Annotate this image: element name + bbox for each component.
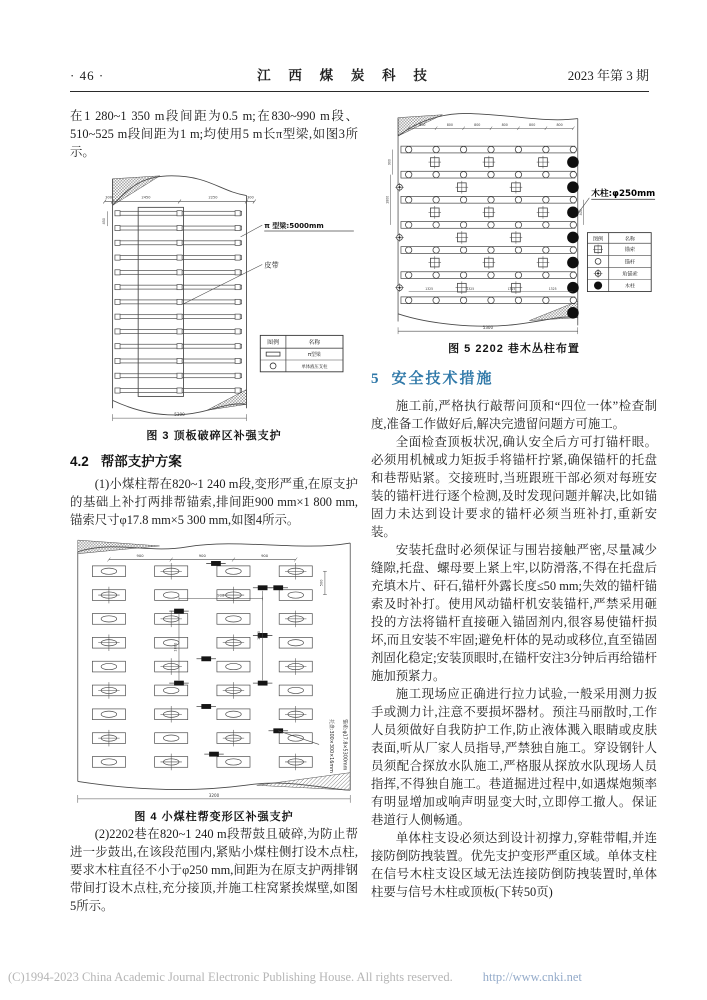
prop-point (177, 211, 182, 216)
prop-point (115, 299, 120, 304)
cnki-url-link[interactable]: http://www.cnki.net (482, 970, 582, 984)
rock-bolt (433, 146, 439, 152)
bolt-plate (279, 637, 312, 648)
prop-point (235, 358, 240, 363)
issue-info: 2023 年第 3 期 (567, 68, 649, 83)
angle-cable-dot (398, 236, 400, 238)
legend-header: 名称 (308, 340, 321, 347)
legend-name: 木柱 (624, 283, 636, 290)
prop-point (177, 240, 182, 245)
rock-bolt (543, 247, 549, 253)
rock-bolt (488, 197, 494, 203)
bolt-head (101, 711, 117, 717)
rock-hatch (78, 540, 160, 554)
paragraph-safety-5: 单体柱支设必须达到设计初撑力,穿鞋带帽,并连接防倒防拽装置。优先支护变形严重区域。单体支柱在信号木柱支设区域无法连接防倒防拽装置时,单体柱要与信号木柱或顶板(下转50页) (371, 831, 657, 899)
legend-header: 名称 (624, 236, 635, 243)
prop-point (177, 358, 182, 363)
right-column (371, 107, 657, 915)
dim-label: 1325 (466, 286, 475, 291)
bolt-head (101, 663, 117, 669)
figure-5 (371, 107, 657, 356)
bolt-plate (217, 566, 250, 577)
prop-point (177, 388, 182, 393)
prop-point (177, 344, 182, 349)
new-cable-marker (201, 656, 211, 661)
dim-label: 900 (136, 554, 144, 559)
bolt-head (226, 568, 242, 574)
dim-label: 1325 (548, 286, 557, 291)
dim-label: 900 (198, 554, 206, 559)
rock-bolt (543, 222, 549, 228)
legend-name: 锚索 (624, 247, 636, 254)
bolt-plate (92, 661, 125, 672)
prop-point (235, 299, 240, 304)
page-number: · 46 · (70, 68, 105, 83)
figure5-caption: 图 5 2202 巷木丛柱布置 (448, 343, 580, 355)
wood-post (567, 207, 579, 219)
dim-label: 800 (446, 123, 453, 128)
dim-label: 1800 (385, 195, 390, 204)
rock-bolt (405, 197, 411, 203)
bolt-plate (92, 566, 125, 577)
dim-label: 900 (387, 159, 392, 166)
new-cable-marker (258, 585, 268, 590)
new-cable-marker (209, 752, 219, 757)
belt-label: 皮带 (264, 260, 279, 270)
dim-label: 1325 (425, 286, 434, 291)
pi-beam-label: π 型梁:5000mm (264, 221, 324, 231)
figure5-diagram (371, 107, 657, 337)
dim-label: 800 (556, 123, 563, 128)
rock-bolt (405, 146, 411, 152)
legend-name: 锚杆 (624, 259, 636, 266)
rock-bolt (488, 272, 494, 278)
bolt-plate (92, 757, 125, 768)
dim-label: 2250 (208, 195, 218, 200)
figure3-caption: 图 3 顶板破碎区补强支护 (146, 430, 282, 442)
header-rule (70, 91, 649, 92)
legend-name: 角锚索 (622, 271, 638, 278)
rock-bolt (570, 171, 576, 177)
rock-bolt (515, 297, 521, 303)
dim-label: 3200 (208, 792, 220, 798)
bolt-plate (217, 709, 250, 720)
dim-label: 500 (319, 579, 324, 587)
left-column (70, 107, 358, 915)
wood-post (567, 156, 579, 168)
dim-label: 900 (217, 593, 225, 598)
dim-label: 400 (578, 209, 583, 216)
rock-bolt (488, 222, 494, 228)
prop-point (115, 388, 120, 393)
dim-label: 1325 (507, 286, 516, 291)
prop-point (115, 240, 120, 245)
prop-point (177, 225, 182, 230)
paragraph-safety-2: 全面检查顶板状况,确认安全后方可打锚杆眼。必须用机械或力矩扳手将锚杆拧紧,确保锚杆的托盘和巷帮贴紧。交接班时,当班跟班干部必须对每班安装的锚杆进行逐个检测,及时发现问题并解决,比如锚固力未达到设计要求的锚杆必须当班补打,重新安装。 (371, 435, 657, 539)
bolt-head (226, 663, 242, 669)
section-number: 5 (371, 371, 379, 387)
rock-bolt (433, 247, 439, 253)
dim-label: 800 (529, 123, 536, 128)
prop-point (115, 373, 120, 378)
bolt-plate (155, 733, 188, 744)
rock-bolt (460, 171, 466, 177)
prop-point (115, 270, 120, 275)
dim-label: 800 (419, 123, 426, 128)
new-cable-marker (201, 704, 211, 709)
rock-bolt (460, 197, 466, 203)
rock-bolt (515, 146, 521, 152)
rock-bolt (460, 247, 466, 253)
bolt-plate (155, 637, 188, 648)
two-column-body (70, 107, 657, 915)
rock-bolt (543, 297, 549, 303)
dim-label: 800 (501, 123, 508, 128)
new-cable-marker (273, 585, 283, 590)
figure3-diagram (71, 166, 357, 424)
dim-label: 900 (261, 554, 269, 559)
angle-cable-dot (398, 186, 400, 188)
journal-title: 江 西 煤 炭 科 技 (257, 68, 434, 83)
prop-point (115, 314, 120, 319)
dim-label: 300 (247, 195, 254, 200)
dim-label: 5300 (482, 325, 494, 331)
bolt-head (288, 592, 304, 598)
dim-label: 1800 (173, 642, 178, 652)
legend-symbol-wood-post (594, 281, 602, 289)
prop-point (177, 299, 182, 304)
rock-bolt (405, 297, 411, 303)
new-cable-marker (174, 681, 184, 686)
rock-bolt (488, 146, 494, 152)
rock-bolt (433, 197, 439, 203)
bolt-plate (155, 685, 188, 696)
rock-bolt (515, 247, 521, 253)
dim-label: 300 (105, 195, 113, 200)
wood-post (567, 232, 579, 244)
new-cable-marker (174, 609, 184, 614)
rock-bolt (570, 222, 576, 228)
bolt-head (288, 735, 304, 741)
rock-bolt (460, 146, 466, 152)
prop-point (235, 344, 240, 349)
paragraph-safety-1: 施工前,严格执行敲帮问顶和“四位一体”检查制度,准备工作做好后,解决完遗留问题方可施工。 (371, 399, 657, 431)
figure4-diagram (70, 534, 358, 805)
section-title: 帮部支护方案 (100, 454, 182, 469)
bolt-plate (155, 590, 188, 601)
rock-bolt (543, 146, 549, 152)
rock-bolt (543, 197, 549, 203)
bolt-plate (279, 733, 312, 744)
rock-bolt (488, 171, 494, 177)
rock-bolt (405, 247, 411, 253)
section-heading-5 (371, 367, 657, 388)
rock-hatch (257, 773, 350, 791)
wood-post (567, 307, 579, 319)
rock-hatch (113, 176, 160, 206)
prop-point (235, 329, 240, 334)
prop-point (235, 314, 240, 319)
page-header (70, 64, 649, 84)
prop-point (177, 373, 182, 378)
legend-name: π型梁 (308, 352, 321, 359)
prop-point (115, 358, 120, 363)
bolt-head (101, 759, 117, 765)
section-title: 安全技术措施 (391, 371, 494, 387)
rock-bolt (570, 272, 576, 278)
figure-3 (70, 166, 358, 443)
prop-point (177, 270, 182, 275)
prop-point (235, 225, 240, 230)
dim-label: 2450 (141, 195, 151, 200)
rock-bolt (570, 146, 576, 152)
new-cable-marker (211, 561, 221, 566)
bolt-plate (92, 614, 125, 625)
bolt-plate (217, 661, 250, 672)
rock-bolt (433, 272, 439, 278)
paragraph-1: (1)小煤柱帮在820~1 240 m段,变形严重,在原支护的基础上补打两排帮锚索,排间距900 mm×1 800 mm,锚索尺寸φ17.8 mm×5 300 mm,如图4所示。 (70, 477, 358, 527)
prop-point (115, 255, 120, 260)
rock-bolt (515, 197, 521, 203)
legend-symbol-angle-dot (597, 272, 599, 274)
bolt-plate (92, 709, 125, 720)
figure-4 (70, 534, 358, 824)
rock-bolt (570, 197, 576, 203)
rock-bolt (405, 222, 411, 228)
legend-name: 单体液压支柱 (301, 364, 328, 370)
prop-point (115, 329, 120, 334)
prop-point (235, 211, 240, 216)
bolt-head (226, 616, 242, 622)
bolt-head (163, 592, 179, 598)
rock-bolt (543, 171, 549, 177)
plate-spec-label: 托盘:300×300×16mm (327, 719, 334, 773)
rock-bolt (433, 222, 439, 228)
bolt-head (163, 687, 179, 693)
legend-header: 图例 (593, 236, 604, 243)
prop-point (177, 314, 182, 319)
prop-point (235, 388, 240, 393)
paragraph-safety-3: 安装托盘时必须保证与围岩接触严密,尽量减少缝隙,托盘、螺母要上紧上牢,以防滑落,不得在托盘后充填木片、矸石,锚杆外露长度≤50 mm;失效的锚杆锚索及时补打。使用风动锚杆机安装锚杆,严禁采用砸投的方法将锚杆直接砸入锚固剂内,很容易使锚杆损坏,而且安装不牢固;避免杆体的晃动或移位,直至锚固剂固化稳定;安装顶眼时,在锚杆安注3分钟后再给锚杆施加预紧力。 (371, 543, 657, 683)
rock-bolt (433, 297, 439, 303)
new-cable-marker (258, 681, 268, 686)
bolt-head (288, 687, 304, 693)
prop-point (115, 285, 120, 290)
rock-bolt (488, 247, 494, 253)
bolt-head (288, 640, 304, 646)
rock-bolt (460, 297, 466, 303)
wood-post (567, 257, 579, 269)
cable-spec-label: 锚索:φ17.8×5300mm (341, 719, 348, 771)
rock-bolt (543, 272, 549, 278)
prop-point (235, 270, 240, 275)
rock-bolt (488, 297, 494, 303)
prop-point (235, 285, 240, 290)
prop-point (177, 285, 182, 290)
bolt-plate (279, 590, 312, 601)
rock-bolt (405, 171, 411, 177)
figure4-caption: 图 4 小煤柱帮变形区补强支护 (134, 811, 294, 823)
prop-point (115, 211, 120, 216)
dim-label: 5300 (174, 412, 185, 418)
section-heading-4-2 (70, 450, 358, 470)
rock-bolt (433, 171, 439, 177)
dim-label: 1800 (257, 630, 262, 640)
dim-label: 450 (102, 217, 107, 225)
bolt-head (101, 568, 117, 574)
bolt-head (101, 616, 117, 622)
rock-bolt (570, 247, 576, 253)
figure-shape (241, 225, 263, 237)
rock-bolt (515, 272, 521, 278)
rock-bolt (515, 171, 521, 177)
wood-post-label: 木柱:φ250mm (591, 188, 656, 199)
prop-point (235, 373, 240, 378)
cnki-watermark (8, 970, 698, 985)
bolt-plate (279, 685, 312, 696)
bolt-head (226, 759, 242, 765)
rock-bolt (460, 272, 466, 278)
wood-post (567, 181, 579, 193)
prop-point (177, 329, 182, 334)
section-number: 4.2 (70, 454, 89, 469)
prop-point (115, 225, 120, 230)
prop-point (115, 344, 120, 349)
rock-bolt (405, 272, 411, 278)
bolt-head (226, 711, 242, 717)
rock-bolt (515, 222, 521, 228)
bolt-head (163, 735, 179, 741)
bolt-plate (217, 757, 250, 768)
prop-point (235, 240, 240, 245)
bolt-plate (217, 614, 250, 625)
legend-header: 图例 (267, 340, 279, 347)
prop-point (235, 255, 240, 260)
prop-point (177, 255, 182, 260)
dim-label: 800 (474, 123, 481, 128)
rock-bolt (570, 297, 576, 303)
angle-cable-dot (398, 287, 400, 289)
paragraph-2: (2)2202巷在820~1 240 m段帮鼓且破碎,为防止帮进一步鼓出,在该段范围内,紧贴小煤柱侧打设木点柱,要求木柱直径不小于φ250 mm,间距为在原支护两排钢带间打设木点柱,充分接顶,并施工柱窝紧挨煤壁,如图5所示。 (70, 827, 358, 913)
paragraph-safety-4: 施工现场应正确进行拉力试验,一般采用测力扳手或测力计,注意不要损坏器材。预注马丽散时,工作人员须做好自我防护工作,防止液体溅入眼睛或皮肤表面,听从厂家人员指导,严禁独自施工。穿设钢针人员须配合探放水队施工,严格服从探放水队现场人员指挥,不得独自施工。巷道掘进过程中,如遇煤炮频率有明显增加或响声明显变大时,立即停工撤人。保证巷道行人侧畅通。 (371, 687, 657, 827)
paragraph-intro: 在1 280~1 350 m段间距为0.5 m;在830~990 m段、510~525 m段间距为1 m;均使用5 m长π型梁,如图3所示。 (70, 109, 358, 159)
rock-bolt (460, 222, 466, 228)
copyright-text: (C)1994-2023 China Academic Journal Electronic Publishing House. All rights reserved. (8, 970, 453, 984)
